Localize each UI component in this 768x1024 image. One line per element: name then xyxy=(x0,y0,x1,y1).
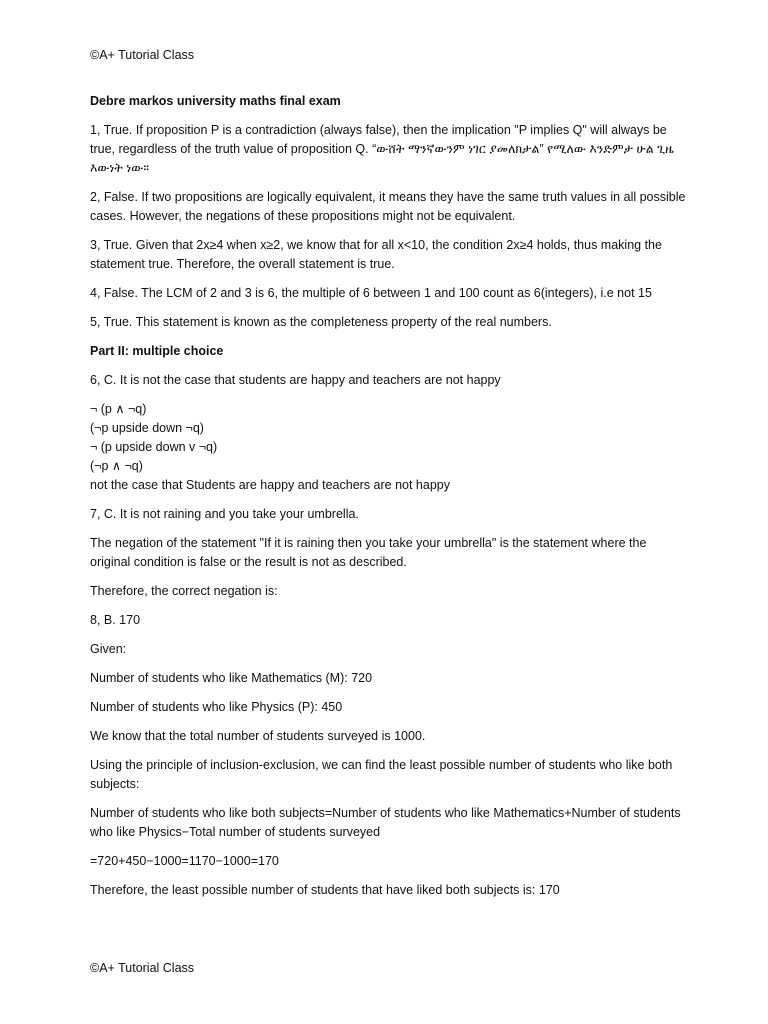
answer-2: 2, False. If two propositions are logically equivalent, it means they have the same truth values in all possible cases. However, the negations of these propositions might not be equivalent. xyxy=(90,190,686,223)
total-count: We know that the total number of students surveyed is 1000. xyxy=(90,729,426,743)
logic-line: ¬ (p upside down v ¬q) xyxy=(90,440,218,454)
page-header: ©A+ Tutorial Class xyxy=(90,48,195,62)
answer-7-explanation: The negation of the statement "If it is raining then you take your umbrella" is the statement where the original condition is false or the result is not as described. xyxy=(90,536,647,569)
answer-7-conclusion: Therefore, the correct negation is: xyxy=(90,584,278,598)
answer-1: 1, True. If proposition P is a contradiction (always false), then the implication "P implies Q" will always be true, regardless of the truth value of proposition Q. “ውሸት ማንኛውንም ነገር ያመለክታል” የሚለው እንድምታ ሁል ጊዜ እውነት ነው። xyxy=(90,123,674,175)
logic-line: (¬p upside down ¬q) xyxy=(90,421,204,435)
formula-text: Number of students who like both subjects=Number of students who like Mathematics+Number of students who like Physics−Total number of students surveyed xyxy=(90,806,681,839)
answer-4: 4, False. The LCM of 2 and 3 is 6, the multiple of 6 between 1 and 100 count as 6(integers), i.e not 15 xyxy=(90,286,652,300)
given-label: Given: xyxy=(90,642,127,656)
document-body xyxy=(90,92,690,910)
document-title: Debre markos university maths final exam xyxy=(90,94,341,108)
logic-steps xyxy=(90,400,690,495)
part-2-heading: Part II: multiple choice xyxy=(90,344,224,358)
physics-count: Number of students who like Physics (P): 450 xyxy=(90,700,343,714)
final-answer: Therefore, the least possible number of students that have liked both subjects is: 170 xyxy=(90,883,560,897)
answer-5: 5, True. This statement is known as the completeness property of the real numbers. xyxy=(90,315,552,329)
answer-7: 7, C. It is not raining and you take your umbrella. xyxy=(90,507,359,521)
answer-3: 3, True. Given that 2x≥4 when x≥2, we know that for all x<10, the condition 2x≥4 holds, thus making the statement true. Therefore, the overall statement is true. xyxy=(90,238,662,271)
calculation-text: =720+450−1000=1170−1000=170 xyxy=(90,854,279,868)
logic-line: ¬ (p ∧ ¬q) xyxy=(90,402,147,416)
logic-line: not the case that Students are happy and teachers are not happy xyxy=(90,478,450,492)
answer-8: 8, B. 170 xyxy=(90,613,141,627)
inclusion-exclusion-text: Using the principle of inclusion-exclusion, we can find the least possible number of students who like both subjects: xyxy=(90,758,673,791)
page-footer: ©A+ Tutorial Class xyxy=(90,961,195,975)
math-count: Number of students who like Mathematics (M): 720 xyxy=(90,671,373,685)
answer-6: 6, C. It is not the case that students are happy and teachers are not happy xyxy=(90,373,501,387)
logic-line: (¬p ∧ ¬q) xyxy=(90,459,143,473)
